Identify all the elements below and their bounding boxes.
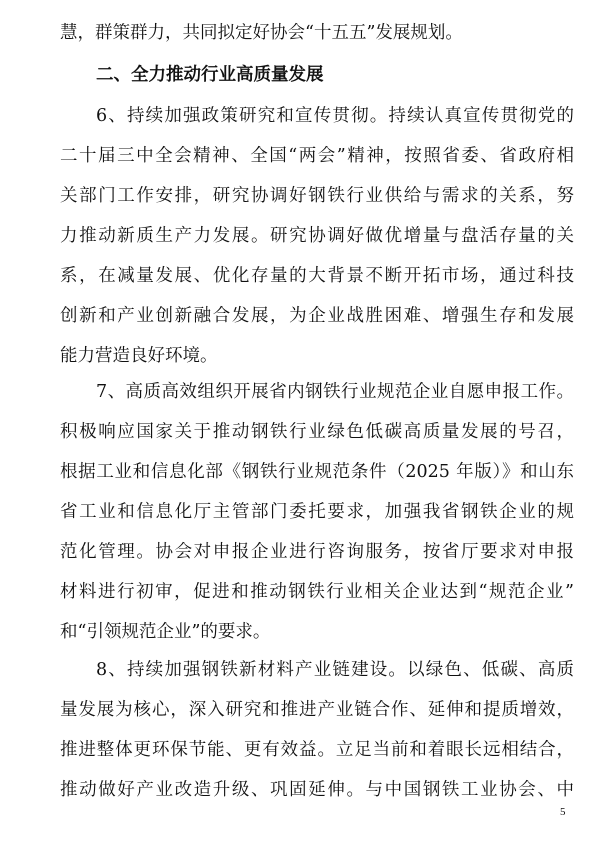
paragraph-line: 创新和产业创新融合发展，为企业战胜困难、增强生存和发展 [60, 306, 574, 326]
paragraph-line: 8、持续加强钢铁新材料产业链建设。以绿色、低碳、高质 [96, 660, 574, 680]
paragraph-line: 二十届三中全会精神、全国“两会”精神，按照省委、省政府相 [60, 146, 574, 166]
paragraph-line: 根据工业和信息化部《钢铁行业规范条件（2025 年版）》和山东 [60, 462, 574, 482]
paragraph-line: 系，在减量发展、优化存量的大背景不断开拓市场，通过科技 [60, 266, 574, 286]
section-heading: 二、全力推动行业高质量发展 [96, 65, 324, 85]
paragraph-line: 关部门工作安排，研究协调好钢铁行业供给与需求的关系，努 [60, 186, 574, 206]
paragraph-line: 6、持续加强政策研究和宣传贯彻。持续认真宣传贯彻党的 [96, 106, 574, 126]
paragraph-line: 7、高质高效组织开展省内钢铁行业规范企业自愿申报工作。 [96, 382, 574, 402]
paragraph-line: 积极响应国家关于推动钢铁行业绿色低碳高质量发展的号召， [60, 422, 574, 442]
paragraph-line: 量发展为核心，深入研究和推进产业链合作、延伸和提质增效， [60, 700, 574, 720]
paragraph-line: 推进整体更环保节能、更有效益。立足当前和着眼长远相结合， [60, 740, 574, 760]
intro-line: 慧，群策群力，共同拟定好协会“十五五”发展规划。 [60, 23, 463, 43]
paragraph-line: 材料进行初审，促进和推动钢铁行业相关企业达到“规范企业” [60, 582, 574, 602]
paragraph-line: 范化管理。协会对申报企业进行咨询服务，按省厅要求对申报 [60, 542, 574, 562]
page-number: 5 [560, 806, 566, 818]
paragraph-line: 推动做好产业改造升级、巩固延伸。与中国钢铁工业协会、中 [60, 780, 574, 800]
paragraph-line: 和“引领规范企业”的要求。 [60, 622, 271, 642]
paragraph-line: 能力营造良好环境。 [60, 346, 218, 366]
paragraph-line: 力推动新质生产力发展。研究协调好做优增量与盘活存量的关 [60, 226, 574, 246]
paragraph-line: 省工业和信息化厅主管部门委托要求，加强我省钢铁企业的规 [60, 502, 574, 522]
